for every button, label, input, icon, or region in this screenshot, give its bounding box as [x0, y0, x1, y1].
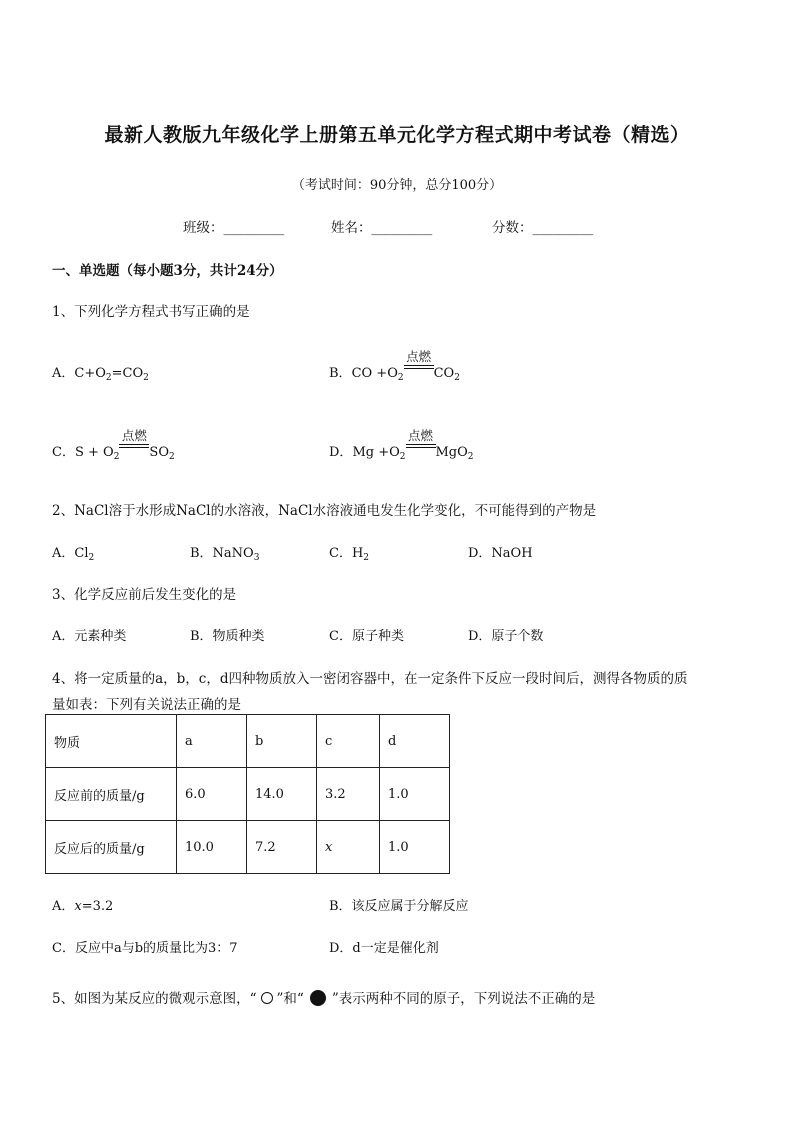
- table-cell: 1.0: [380, 768, 450, 821]
- score-field: 分数：_________: [492, 220, 594, 236]
- table-cell: 1.0: [380, 821, 450, 874]
- question-3-option-c: C．原子种类: [329, 629, 404, 644]
- question-4-option-b: B．该反应属于分解反应: [329, 899, 469, 914]
- question-2-option-b: B．NaNO$_3$: [190, 546, 260, 563]
- exam-duration-info: （考试时间：90分钟，总分100分）: [291, 178, 503, 193]
- question-2-option-d: D．NaOH: [468, 546, 533, 561]
- question-1-option-b: B．CO $+O_2$ 点燃 $CO_2$: [329, 349, 460, 383]
- table-cell: x: [317, 821, 380, 874]
- question-3-stem: 3、化学反应前后发生变化的是: [52, 587, 237, 603]
- class-field: 班级：_________: [183, 220, 285, 236]
- filled-circle-atom-icon: [310, 990, 326, 1006]
- exam-title: 最新人教版九年级化学上册第五单元化学方程式期中考试卷（精选）: [104, 124, 690, 146]
- mass-data-table: [45, 714, 450, 874]
- question-4-stem-line1: 4、将一定质量的a，b，c，d四种物质放入一密闭容器中，在一定条件下反应一段时间后，测得各物质的质: [52, 671, 688, 687]
- question-1-stem: 1、下列化学方程式书写正确的是: [52, 304, 250, 320]
- table-header-cell: d: [380, 715, 450, 768]
- question-2-option-c: C．$H_2$: [329, 546, 370, 563]
- question-3-option-d: D．原子个数: [468, 629, 544, 644]
- table-header-cell: a: [177, 715, 247, 768]
- table-header-cell: b: [247, 715, 317, 768]
- table-cell: 反应后的质量/g: [46, 821, 177, 874]
- question-1-option-c: C．$S + O_2$ 点燃 $SO_2$: [52, 428, 175, 462]
- question-1-option-a: A．$C+O_2=CO_2$: [52, 366, 149, 383]
- reaction-condition: 点燃: [119, 442, 149, 456]
- reaction-condition: 点燃: [404, 363, 434, 377]
- table-cell: 6.0: [177, 768, 247, 821]
- question-1-option-d: D．$Mg +O_2$ 点燃 MgO$_2$: [329, 428, 474, 462]
- reaction-condition: 点燃: [406, 442, 436, 456]
- question-4-option-a: A．x=3.2: [52, 899, 114, 914]
- table-cell: 7.2: [247, 821, 317, 874]
- question-3-option-b: B．物质种类: [190, 629, 265, 644]
- table-row: [46, 821, 450, 874]
- table-cell: 3.2: [317, 768, 380, 821]
- table-cell: 反应前的质量/g: [46, 768, 177, 821]
- table-header-cell: 物质: [46, 715, 177, 768]
- table-header-cell: c: [317, 715, 380, 768]
- section-heading: 一、单选题（每小题3分，共计24分）: [52, 263, 283, 279]
- question-4-stem-line2: 量如表：下列有关说法正确的是: [52, 697, 241, 713]
- question-2-option-a: A．$Cl_2$: [52, 546, 95, 563]
- name-field: 姓名：_________: [331, 220, 433, 236]
- open-circle-atom-icon: [261, 992, 273, 1004]
- question-2-stem: 2、NaCl溶于水形成NaCl的水溶液，NaCl水溶液通电发生化学变化，不可能得到的产物是: [52, 503, 597, 519]
- table-cell: 14.0: [247, 768, 317, 821]
- table-header-row: [46, 715, 450, 768]
- table-cell: 10.0: [177, 821, 247, 874]
- table-row: [46, 768, 450, 821]
- question-5-stem: 5、如图为某反应的微观示意图，“ ”和“ ”表示两种不同的原子，下列说法不正确的是: [52, 991, 596, 1007]
- question-4-option-d: D．d一定是催化剂: [329, 941, 439, 956]
- question-3-option-a: A．元素种类: [52, 629, 127, 644]
- question-4-option-c: C．反应中a与b的质量比为3：7: [52, 941, 238, 956]
